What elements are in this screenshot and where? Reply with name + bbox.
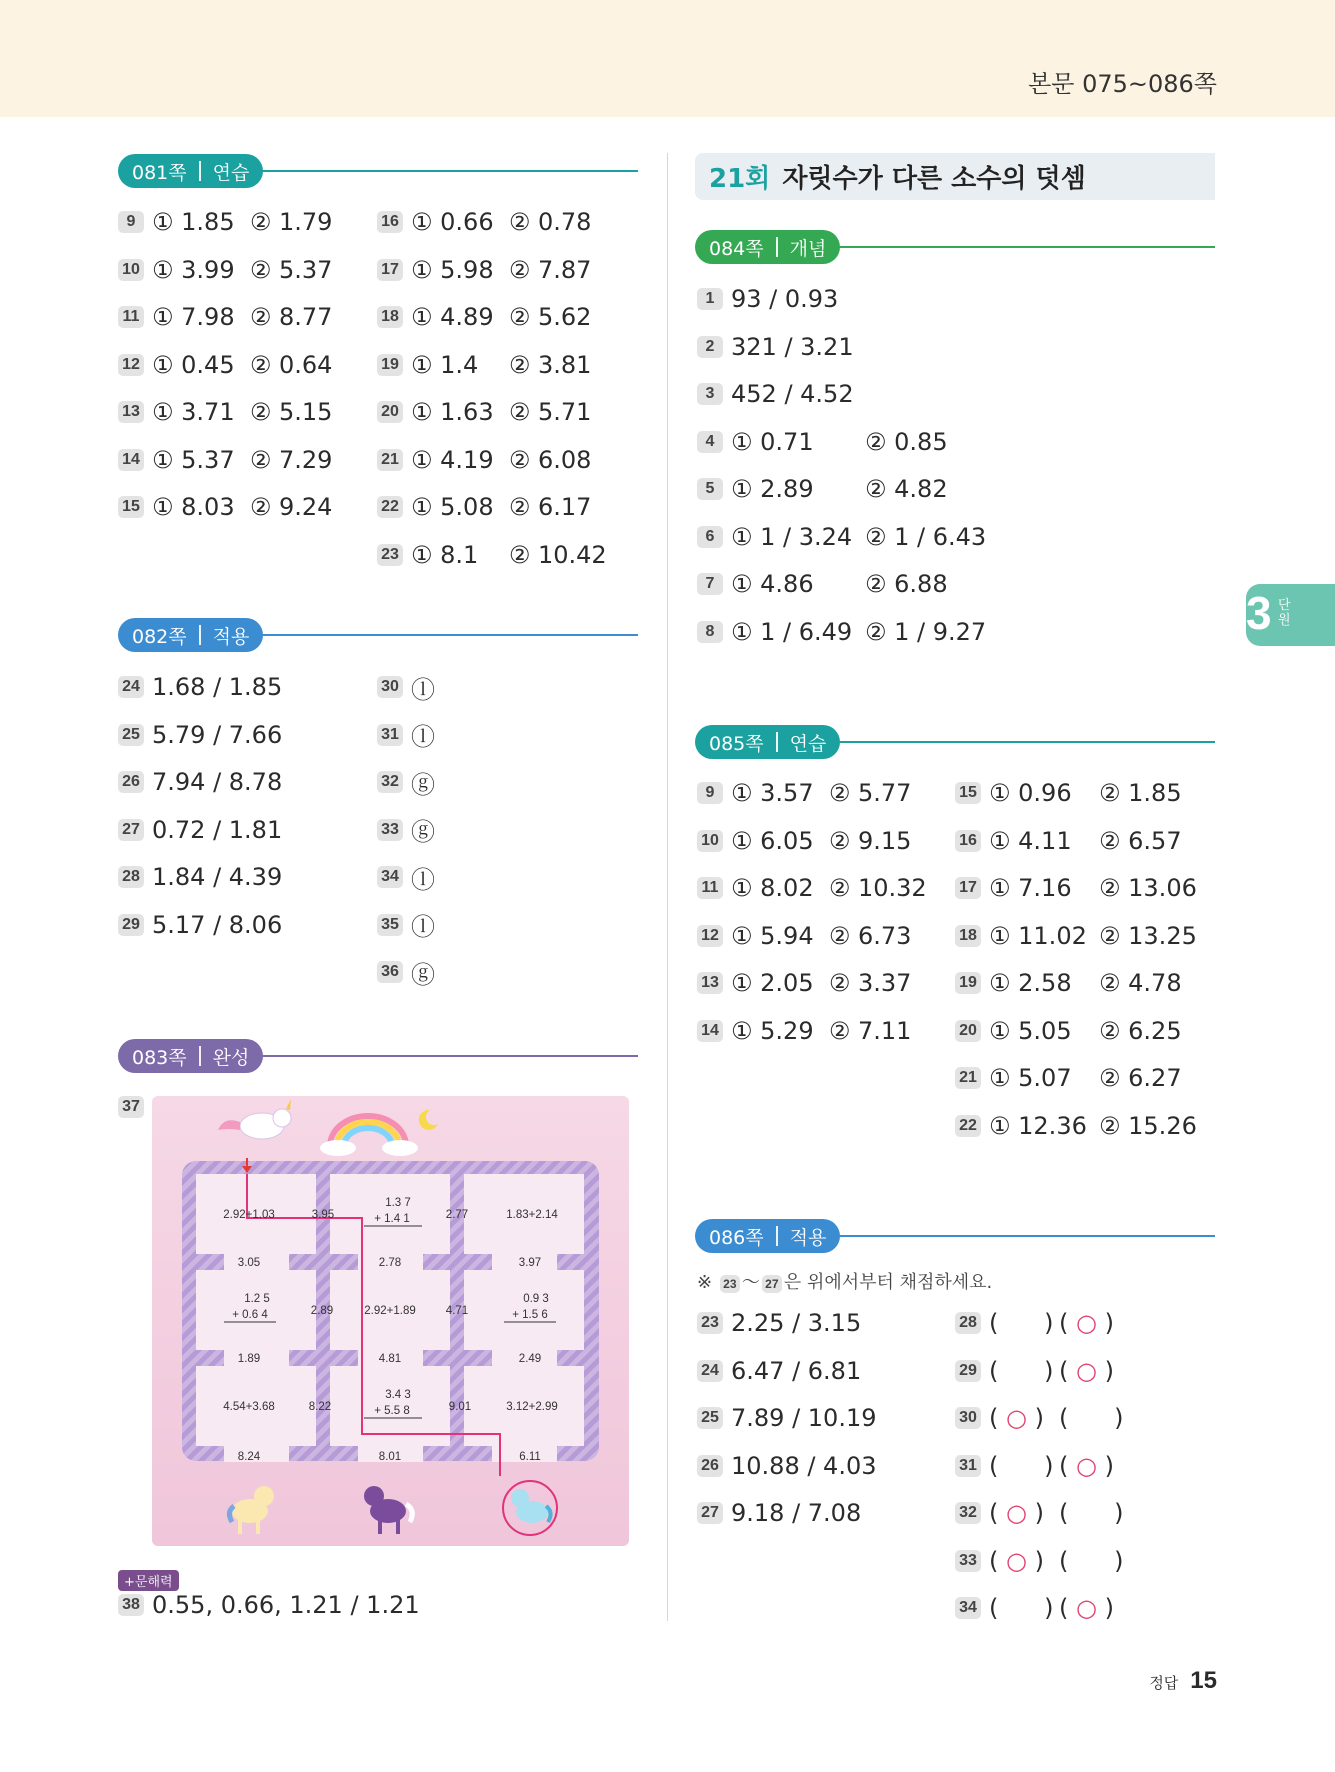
answer-row [118, 490, 332, 524]
question-number: 21 [377, 449, 403, 471]
question-number: 20 [377, 401, 403, 423]
question-number: 31 [377, 724, 403, 746]
question-number: 35 [377, 914, 403, 936]
answer-row [118, 205, 332, 239]
answer-row [955, 1014, 1209, 1048]
answer-text: ① 5.29 ② 7.11 [731, 1016, 912, 1045]
question-number: 26 [697, 1455, 723, 1477]
question-number: 9 [118, 211, 144, 233]
answer-text: ① 5.07 [989, 1064, 1072, 1092]
answer-text: ( ) [1059, 1499, 1124, 1527]
question-number: 2 [697, 336, 723, 358]
question-number: 4 [697, 431, 723, 453]
maze-label: 4.54+3.68 [223, 1401, 275, 1413]
question-number: 13 [697, 972, 723, 994]
answer-row [697, 330, 1005, 364]
answer-row [955, 1449, 1129, 1483]
section-kind: 완성 [212, 1046, 250, 1069]
answer-row [955, 871, 1209, 905]
answer-row [118, 253, 332, 287]
answer-row [118, 860, 282, 894]
note-range: ～ [741, 1272, 760, 1293]
answer-text: ⓛ [411, 675, 435, 704]
answer-text: ② 1 / 6.43 [865, 522, 987, 551]
answer-text: ② 1 / 9.27 [865, 617, 987, 646]
answer-text: ( ) [989, 1451, 1054, 1480]
answer-row [955, 1306, 1129, 1340]
answer-row [697, 776, 911, 810]
answer-text: ① 8.03 ② 9.24 [152, 493, 333, 521]
maze-label: 2.77 [445, 1209, 469, 1221]
answer-row [377, 490, 591, 524]
maze-label: 3.4 3 [385, 1389, 411, 1401]
question-number: 37 [118, 1096, 144, 1118]
unit-number: 3 [1246, 587, 1272, 639]
answer-text: ① 0.71 [731, 427, 814, 456]
answer-text: ② 1.85 [1099, 779, 1182, 807]
section-kind: 연습 [212, 161, 250, 184]
answer-text: ① 5.94 ② 6.73 [731, 921, 912, 950]
maze-label: 2.49 [518, 1353, 542, 1365]
answer-text: 5.79 / 7.66 [152, 720, 283, 749]
answer-row [118, 718, 282, 752]
maze-label: 3.95 [311, 1209, 335, 1221]
maze-label: 3.05 [237, 1257, 261, 1269]
answer-row [955, 1354, 1129, 1388]
question-number: 10 [118, 259, 144, 281]
answer-text: ① 1.4 ② 3.81 [411, 350, 592, 379]
page-footer [1149, 1667, 1217, 1695]
maze-label: 4.71 [445, 1305, 469, 1317]
answer-row [377, 860, 435, 894]
maze-label: 1.3 7 [385, 1197, 411, 1209]
question-number: 33 [377, 819, 403, 841]
section-081-pill [118, 154, 263, 188]
section-082-header [118, 618, 638, 652]
answer-text: ① 12.36 [989, 1111, 1087, 1140]
answer-text: ① 7.16 [989, 874, 1072, 902]
answer-text: ① 0.45 ② 0.64 [152, 350, 333, 379]
grading-note [697, 1268, 992, 1294]
answer-row [955, 1061, 1209, 1095]
answer-text: ( ○ ) [1059, 1451, 1114, 1480]
answer-text: ② 4.82 [865, 475, 948, 503]
answer-text: ⓛ [411, 865, 435, 894]
question-number: 11 [118, 306, 144, 328]
section-page: 081쪽 [132, 161, 187, 184]
maze-label: 0.9 3 [523, 1293, 549, 1305]
answer-row [118, 670, 282, 704]
section-page: 083쪽 [132, 1046, 187, 1069]
question-number: 30 [955, 1407, 981, 1429]
section-083-pill [118, 1039, 263, 1073]
answer-row [377, 300, 591, 334]
note-text: 은 위에서부터 채점하세요. [783, 1272, 993, 1293]
answer-row [377, 765, 435, 799]
question-number: 32 [955, 1502, 981, 1524]
answer-row [697, 567, 1005, 601]
answer-text: 7.94 / 8.78 [152, 768, 283, 796]
section-kind: 연습 [789, 732, 827, 755]
answer-text: ② 15.26 [1099, 1111, 1197, 1140]
question-number: 1 [697, 288, 723, 310]
question-number: 5 [697, 478, 723, 500]
page-range: 본문 075~086쪽 [1028, 70, 1217, 98]
answer-text: ② 13.25 [1099, 921, 1197, 950]
answer-row [697, 1354, 861, 1388]
question-number: 6 [697, 526, 723, 548]
literacy-tag: +문해력 [118, 1570, 179, 1591]
answer-text: ① 8.1 ② 10.42 [411, 540, 607, 569]
section-rule [258, 634, 638, 636]
maze-label: + 0.6 4 [232, 1309, 268, 1321]
answer-row [118, 813, 282, 847]
question-number: 12 [118, 354, 144, 376]
question-number: 13 [118, 401, 144, 423]
answer-text: ② 0.85 [865, 427, 948, 456]
answer-text: ① 3.57 ② 5.77 [731, 779, 912, 807]
maze-label: 3.97 [518, 1257, 542, 1269]
answer-text: ② 13.06 [1099, 874, 1197, 902]
answer-text: ( ○ ) [989, 1499, 1044, 1527]
section-kind: 개념 [789, 237, 827, 260]
question-number: 11 [697, 877, 723, 899]
question-number: 24 [697, 1360, 723, 1382]
answer-text: ① 11.02 [989, 921, 1087, 950]
question-number: 10 [697, 830, 723, 852]
answer-row [377, 718, 435, 752]
question-number: 29 [955, 1360, 981, 1382]
question-number: 36 [377, 961, 403, 983]
answer-row [697, 824, 911, 858]
answer-text: ① 1 / 6.49 [731, 617, 853, 646]
answer-row [955, 1496, 1129, 1530]
section-page: 082쪽 [132, 625, 187, 648]
answer-text: ⓛ [411, 723, 435, 751]
answer-row [377, 908, 435, 942]
answer-text: ( ○ ) [989, 1546, 1044, 1575]
answer-text: ① 2.58 [989, 969, 1072, 997]
answer-text: ⓛ [411, 913, 435, 941]
maze-label: + 1.5 6 [512, 1309, 548, 1321]
answer-text: 0.72 / 1.81 [152, 815, 283, 844]
maze-label: 1.83+2.14 [506, 1209, 558, 1221]
question-number: 19 [955, 972, 981, 994]
answer-text: ⓖ [411, 770, 435, 799]
question-number: 15 [955, 782, 981, 804]
question-number: 27 [118, 819, 144, 841]
answer-row [955, 824, 1209, 858]
section-page: 085쪽 [709, 732, 764, 755]
question-number: 8 [697, 621, 723, 643]
question-number: 22 [377, 496, 403, 518]
answer-text: 6.47 / 6.81 [731, 1356, 862, 1385]
question-number: 23 [697, 1312, 723, 1334]
answer-row [955, 919, 1209, 953]
answer-text: 93 / 0.93 [731, 285, 839, 313]
answer-text: ① 4.11 [989, 826, 1072, 855]
question-number: 22 [955, 1115, 981, 1137]
answer-row [377, 348, 591, 382]
lesson-title: 자릿수가 다른 소수의 덧셈 [782, 164, 1086, 194]
footer-label: 정답 [1149, 1674, 1179, 1692]
answer-text: 7.89 / 10.19 [731, 1404, 877, 1432]
answer-row [697, 1014, 911, 1048]
question-number: 28 [955, 1312, 981, 1334]
question-number: 9 [697, 782, 723, 804]
question-number: 14 [118, 449, 144, 471]
maze-svg [152, 1096, 629, 1546]
maze-label: 8.01 [378, 1451, 402, 1463]
note-mark: ※ [697, 1272, 713, 1293]
question-38 [118, 1588, 420, 1622]
answer-text: ① 0.96 [989, 779, 1072, 807]
answer-row [118, 908, 282, 942]
answer-row [377, 205, 591, 239]
answer-row [697, 472, 1005, 506]
section-085-header [695, 725, 1215, 759]
answer-text: ① 5.08 ② 6.17 [411, 493, 592, 521]
answer-row [697, 615, 1005, 649]
answer-row [377, 670, 435, 704]
answer-text: ① 1.63 ② 5.71 [411, 398, 592, 426]
maze-label: 8.24 [237, 1451, 261, 1463]
answer-row [697, 425, 1005, 459]
question-number: 20 [955, 1020, 981, 1042]
answer-text: ① 4.86 [731, 570, 814, 598]
answer-text: 5.17 / 8.06 [152, 910, 283, 939]
maze-label: 1.2 5 [244, 1293, 270, 1305]
answer-text: 452 / 4.52 [731, 380, 854, 408]
answer-text: 1.68 / 1.85 [152, 673, 283, 701]
question-number: 30 [377, 676, 403, 698]
section-kind: 적용 [789, 1226, 827, 1249]
answer-text: ① 1 / 3.24 [731, 522, 853, 551]
maze-label: 6.11 [519, 1451, 541, 1463]
question-number: 26 [118, 771, 144, 793]
section-page: 084쪽 [709, 237, 764, 260]
answer-text: ( ○ ) [989, 1404, 1044, 1432]
note-number: 27 [762, 1275, 782, 1293]
answer-text: ① 6.05 ② 9.15 [731, 826, 912, 855]
section-kind: 적용 [212, 625, 250, 648]
answer-row [697, 1306, 861, 1340]
question-number: 12 [697, 925, 723, 947]
answer-text: ( ) [989, 1356, 1054, 1385]
answer-row [697, 1401, 877, 1435]
question-number: 23 [377, 544, 403, 566]
answer-row [955, 966, 1209, 1000]
answer-text: ( ) [989, 1594, 1054, 1622]
answer-row [697, 1449, 877, 1483]
maze-label: 2.92+1.03 [223, 1209, 275, 1221]
answer-row [697, 966, 911, 1000]
answer-row [697, 520, 1005, 554]
answer-text: 9.18 / 7.08 [731, 1499, 862, 1527]
question-number: 33 [955, 1550, 981, 1572]
answer-row [955, 1109, 1209, 1143]
answer-row [377, 443, 591, 477]
question-number: 34 [377, 866, 403, 888]
maze-label: 2.89 [310, 1305, 334, 1317]
answer-text: ( ○ ) [1059, 1356, 1114, 1385]
answer-text: ( ○ ) [1059, 1309, 1114, 1337]
answer-row [955, 1544, 1129, 1578]
answer-row [955, 1591, 1129, 1625]
question-number: 25 [697, 1407, 723, 1429]
section-084-pill [695, 230, 840, 264]
note-number: 23 [720, 1275, 740, 1293]
question-number: 38 [118, 1594, 144, 1616]
answer-text: ① 5.98 ② 7.87 [411, 255, 592, 284]
lesson-number: 21회 [709, 164, 771, 194]
answer-text: ① 3.71 ② 5.15 [152, 398, 333, 426]
answer-row [377, 813, 435, 847]
question-number: 32 [377, 771, 403, 793]
answer-row [955, 1401, 1129, 1435]
question-number: 25 [118, 724, 144, 746]
unit-label [1278, 598, 1291, 628]
answer-text: ① 0.66 ② 0.78 [411, 208, 592, 236]
section-081-header [118, 154, 638, 188]
maze-label: 1.89 [237, 1353, 261, 1365]
question-number: 27 [697, 1502, 723, 1524]
column-divider [667, 153, 668, 1621]
maze-label: 8.22 [308, 1401, 332, 1413]
maze-label: + 5.5 8 [374, 1405, 410, 1417]
section-086-pill [695, 1219, 840, 1253]
answer-text: ① 8.02 ② 10.32 [731, 874, 927, 902]
maze-label: 3.12+2.99 [506, 1401, 558, 1413]
answer-text: ① 3.99 ② 5.37 [152, 255, 333, 284]
answer-row [377, 538, 607, 572]
section-083-header [118, 1039, 638, 1073]
answer-row [377, 253, 591, 287]
answer-text: ② 6.57 [1099, 826, 1182, 855]
section-page: 086쪽 [709, 1226, 764, 1249]
answer-row [697, 1496, 861, 1530]
answer-text: ( ○ ) [1059, 1594, 1114, 1622]
question-number: 15 [118, 496, 144, 518]
answer-row [118, 443, 332, 477]
answer-text: ② 6.27 [1099, 1064, 1182, 1092]
answer-row [697, 377, 1005, 411]
question-number: 18 [377, 306, 403, 328]
answer-text: 2.25 / 3.15 [731, 1309, 862, 1337]
question-number: 28 [118, 866, 144, 888]
answer-text: ( ) [989, 1309, 1054, 1337]
answer-row [697, 282, 1005, 316]
question-number: 21 [955, 1067, 981, 1089]
answer-text: ① 4.19 ② 6.08 [411, 445, 592, 474]
answer-text: ② 6.25 [1099, 1016, 1182, 1045]
header-band [0, 0, 1335, 117]
answer-text: ② 6.88 [865, 570, 948, 598]
answer-row [118, 395, 332, 429]
question-number: 17 [955, 877, 981, 899]
section-082-pill [118, 618, 263, 652]
answer-text: 10.88 / 4.03 [731, 1451, 877, 1480]
maze-label: 4.81 [378, 1353, 402, 1365]
maze-label: 2.92+1.89 [364, 1305, 416, 1317]
question-number: 19 [377, 354, 403, 376]
answer-row [377, 395, 591, 429]
answer-row [955, 776, 1209, 810]
answer-text: ( ) [1059, 1404, 1124, 1432]
question-number: 7 [697, 573, 723, 595]
answer-text: ⓖ [411, 818, 435, 846]
section-rule [835, 1235, 1215, 1237]
section-rule [258, 1055, 638, 1057]
answer-row [118, 765, 282, 799]
unit-tab[interactable] [1246, 584, 1335, 646]
section-085-pill [695, 725, 840, 759]
section-084-header [695, 230, 1215, 264]
answer-text: ⓖ [411, 960, 435, 989]
section-086-header [695, 1219, 1215, 1253]
answer-text: 321 / 3.21 [731, 332, 854, 361]
maze-label: 9.01 [448, 1401, 472, 1413]
answer-text: ① 7.98 ② 8.77 [152, 303, 333, 331]
answer-row [377, 955, 435, 989]
question-number: 18 [955, 925, 981, 947]
answer-row [118, 300, 332, 334]
answer-text: ① 5.37 ② 7.29 [152, 445, 333, 474]
page-number: 15 [1190, 1667, 1217, 1694]
section-rule [835, 741, 1215, 743]
answer-text: ① 4.89 ② 5.62 [411, 303, 592, 331]
question-number: 34 [955, 1597, 981, 1619]
question-number: 31 [955, 1455, 981, 1477]
question-number: 3 [697, 383, 723, 405]
question-number: 16 [955, 830, 981, 852]
answer-text: ① 2.89 [731, 475, 814, 503]
unit-label-bottom: 원 [1278, 613, 1291, 628]
answer-text: ( ) [1059, 1546, 1124, 1575]
question-number: 24 [118, 676, 144, 698]
answer-row [118, 348, 332, 382]
answer-row [697, 871, 927, 905]
section-rule [258, 170, 638, 172]
question-number: 16 [377, 211, 403, 233]
unit-label-top: 단 [1278, 598, 1291, 613]
maze-label: 2.78 [378, 1257, 402, 1269]
answer-row [697, 919, 911, 953]
section-rule [835, 246, 1215, 248]
question-number: 14 [697, 1020, 723, 1042]
answer-text: 0.55, 0.66, 1.21 / 1.21 [152, 1591, 420, 1619]
question-number: 29 [118, 914, 144, 936]
question-number: 17 [377, 259, 403, 281]
answer-text: ② 4.78 [1099, 969, 1182, 997]
answer-text: ① 5.05 [989, 1016, 1072, 1045]
maze-puzzle [152, 1096, 629, 1546]
question-37 [118, 1090, 152, 1124]
answer-text: 1.84 / 4.39 [152, 863, 283, 891]
answer-text: ① 1.85 ② 1.79 [152, 208, 333, 236]
maze-label: + 1.4 1 [374, 1213, 410, 1225]
answer-text: ① 2.05 ② 3.37 [731, 969, 912, 997]
lesson-title-box [695, 153, 1215, 200]
